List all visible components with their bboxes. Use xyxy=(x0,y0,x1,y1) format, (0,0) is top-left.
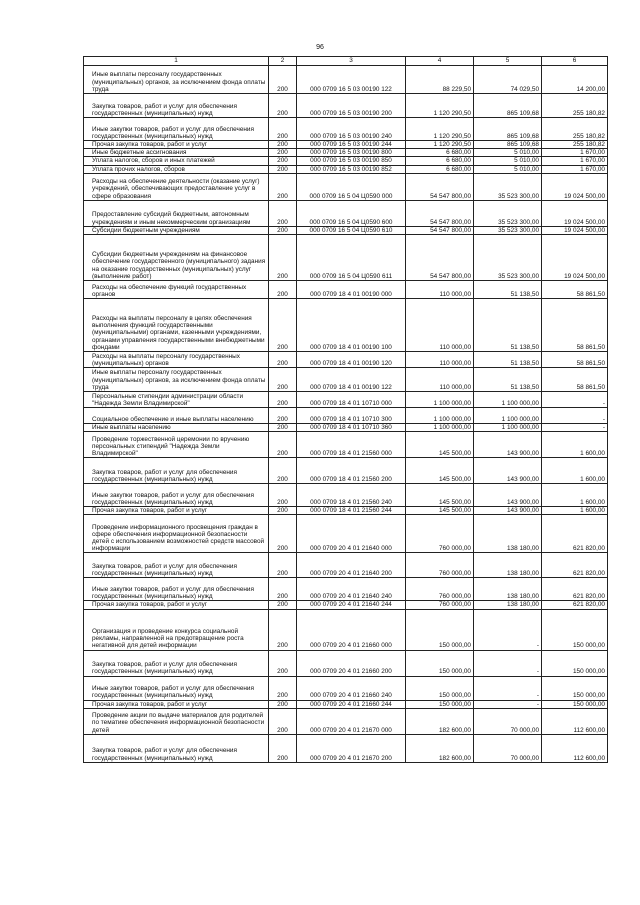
row-approved-amount-cell: 150 000,00 xyxy=(406,676,474,700)
row-name-text: Иные бюджетные ассигнования xyxy=(92,149,187,157)
row-classification-code-cell: 000 0709 16 5 03 00190 244 xyxy=(297,141,406,149)
row-classification-code-cell: 000 0709 18 4 01 21560 200 xyxy=(297,458,406,484)
row-approved-amount-cell: 145 500,00 xyxy=(406,458,474,484)
row-approved-amount-cell: 145 500,00 xyxy=(406,507,474,515)
row-approved-amount-cell: 110 000,00 xyxy=(406,281,474,299)
row-name-text: Расходы на обеспечение функций государственных органов xyxy=(92,283,247,298)
row-remaining-amount-cell: 19 024 500,00 xyxy=(542,235,608,281)
row-admin-code-cell: 200 xyxy=(269,281,297,299)
row-approved-amount-cell: 54 547 800,00 xyxy=(406,173,474,200)
row-admin-code-cell: 200 xyxy=(269,149,297,157)
row-name-text: Субсидии бюджетным учреждениям xyxy=(92,226,200,234)
row-executed-amount-cell: 74 029,50 xyxy=(474,66,542,94)
table-row xyxy=(84,578,608,601)
column-header-4: 4 xyxy=(406,57,474,66)
row-approved-amount-cell: 760 000,00 xyxy=(406,578,474,601)
row-classification-code-cell: 000 0709 20 4 01 21670 000 xyxy=(297,708,406,734)
row-approved-amount-cell: 110 000,00 xyxy=(406,299,474,352)
row-name-cell xyxy=(84,484,269,507)
row-approved-amount-cell: 182 600,00 xyxy=(406,708,474,734)
row-remaining-amount-cell: 150 000,00 xyxy=(542,650,608,676)
row-classification-code-cell: 000 0709 20 4 01 21640 244 xyxy=(297,601,406,609)
row-classification-code-cell: 000 0709 18 4 01 10710 000 xyxy=(297,392,406,408)
table-row xyxy=(84,94,608,118)
row-approved-amount-cell: 6 680,00 xyxy=(406,157,474,165)
row-admin-code-cell: 200 xyxy=(269,507,297,515)
row-admin-code-cell: 200 xyxy=(269,165,297,173)
row-admin-code-cell: 200 xyxy=(269,515,297,553)
table-row xyxy=(84,700,608,708)
row-approved-amount-cell: 145 500,00 xyxy=(406,432,474,458)
row-classification-code-cell: 000 0709 20 4 01 21660 240 xyxy=(297,676,406,700)
row-name-text: Иные закупки товаров, работ и услуг для обеспечения государственных (муниципальных) нужд xyxy=(92,491,254,507)
row-name-text: Расходы на обеспечение деятельности (оказание услуг) учреждений, обеспечивающих предоставление услуг в сфере образования xyxy=(92,178,260,200)
table-row xyxy=(84,173,608,200)
row-approved-amount-cell: 6 680,00 xyxy=(406,165,474,173)
table-row xyxy=(84,165,608,173)
row-remaining-amount-cell: 14 200,00 xyxy=(542,66,608,94)
row-classification-code-cell: 000 0709 18 4 01 10710 360 xyxy=(297,424,406,432)
row-name-cell xyxy=(84,708,269,734)
row-name-text: Прочая закупка товаров, работ и услуг xyxy=(92,601,208,609)
row-name-cell xyxy=(84,700,269,708)
row-name-text: Закупка товаров, работ и услуг для обеспечения государственных (муниципальных) нужд xyxy=(92,661,237,676)
budget-table xyxy=(83,56,608,763)
row-name-cell xyxy=(84,94,269,118)
row-name-cell xyxy=(84,299,269,352)
row-approved-amount-cell: 182 600,00 xyxy=(406,734,474,762)
row-name-text: Иные выплаты персоналу государственных (муниципальных) органов, за исключением фонда оплаты труда xyxy=(92,71,266,93)
column-header-2: 2 xyxy=(269,57,297,66)
row-name-cell xyxy=(84,458,269,484)
row-classification-code-cell: 000 0709 16 5 03 00190 122 xyxy=(297,66,406,94)
row-name-text: Иные закупки товаров, работ и услуг для обеспечения государственных (муниципальных) нужд xyxy=(92,586,254,601)
table-row xyxy=(84,368,608,392)
row-admin-code-cell: 200 xyxy=(269,676,297,700)
row-approved-amount-cell: 760 000,00 xyxy=(406,601,474,609)
row-executed-amount-cell: 5 010,00 xyxy=(474,165,542,173)
row-remaining-amount-cell: 255 180,82 xyxy=(542,94,608,118)
row-name-cell xyxy=(84,553,269,578)
row-executed-amount-cell: 865 109,68 xyxy=(474,94,542,118)
table-row xyxy=(84,200,608,226)
row-admin-code-cell: 200 xyxy=(269,458,297,484)
row-name-cell xyxy=(84,173,269,200)
row-name-cell xyxy=(84,235,269,281)
row-name-text: Иные выплаты населению xyxy=(92,424,171,432)
row-executed-amount-cell: 70 000,00 xyxy=(474,708,542,734)
row-name-cell xyxy=(84,66,269,94)
row-name-cell xyxy=(84,609,269,650)
row-executed-amount-cell: 865 109,68 xyxy=(474,118,542,141)
row-name-cell xyxy=(84,368,269,392)
row-remaining-amount-cell: 255 180,82 xyxy=(542,141,608,149)
row-executed-amount-cell: 51 138,50 xyxy=(474,352,542,368)
row-classification-code-cell: 000 0709 18 4 01 10710 300 xyxy=(297,408,406,424)
row-name-text: Проведение акции по выдаче материалов для родителей по тематике обеспечения информационной безопасности детей xyxy=(92,712,265,734)
table-row xyxy=(84,352,608,368)
row-classification-code-cell: 000 0709 20 4 01 21640 000 xyxy=(297,515,406,553)
row-admin-code-cell: 200 xyxy=(269,650,297,676)
table-row xyxy=(84,601,608,609)
row-admin-code-cell: 200 xyxy=(269,141,297,149)
row-admin-code-cell: 200 xyxy=(269,157,297,165)
row-remaining-amount-cell: 58 861,50 xyxy=(542,368,608,392)
row-name-cell xyxy=(84,200,269,226)
row-name-cell xyxy=(84,226,269,234)
row-remaining-amount-cell: 150 000,00 xyxy=(542,609,608,650)
row-remaining-amount-cell: 112 600,00 xyxy=(542,708,608,734)
row-admin-code-cell: 200 xyxy=(269,173,297,200)
table-row xyxy=(84,408,608,424)
row-classification-code-cell: 000 0709 18 4 01 00190 120 xyxy=(297,352,406,368)
row-admin-code-cell: 200 xyxy=(269,578,297,601)
row-classification-code-cell: 000 0709 18 4 01 21560 000 xyxy=(297,432,406,458)
table-row xyxy=(84,708,608,734)
row-executed-amount-cell: - xyxy=(474,700,542,708)
row-admin-code-cell: 200 xyxy=(269,601,297,609)
row-approved-amount-cell: 760 000,00 xyxy=(406,515,474,553)
row-approved-amount-cell: 88 229,50 xyxy=(406,66,474,94)
row-executed-amount-cell: 35 523 300,00 xyxy=(474,173,542,200)
row-remaining-amount-cell: 1 670,00 xyxy=(542,149,608,157)
row-classification-code-cell: 000 0709 20 4 01 21660 244 xyxy=(297,700,406,708)
budget-table-body xyxy=(84,57,608,763)
row-name-text: Закупка товаров, работ и услуг для обеспечения государственных (муниципальных) нужд xyxy=(92,468,237,484)
row-admin-code-cell: 200 xyxy=(269,484,297,507)
row-name-text: Расходы на выплаты персоналу в целях обеспечения выполнения функций государственными (муниципальными) органами, казенными учреждениями, органами управления государственными внебюджетными фондами xyxy=(92,315,265,351)
row-name-text: Прочая закупка товаров, работ и услуг xyxy=(92,141,208,148)
row-executed-amount-cell: 138 180,00 xyxy=(474,553,542,578)
table-row xyxy=(84,66,608,94)
row-remaining-amount-cell: 621 820,00 xyxy=(542,578,608,601)
row-classification-code-cell: 000 0709 16 5 03 00190 852 xyxy=(297,165,406,173)
row-name-text: Прочая закупка товаров, работ и услуг xyxy=(92,700,208,708)
table-row xyxy=(84,432,608,458)
table-row xyxy=(84,676,608,700)
row-executed-amount-cell: - xyxy=(474,609,542,650)
row-classification-code-cell: 000 0709 16 5 03 00190 850 xyxy=(297,157,406,165)
row-name-text: Организация и проведение конкурса социальной рекламы, направленной на предотвращение роста негативной для детей информации xyxy=(92,628,244,650)
row-name-cell xyxy=(84,601,269,609)
row-executed-amount-cell: 35 523 300,00 xyxy=(474,235,542,281)
row-remaining-amount-cell: 150 000,00 xyxy=(542,676,608,700)
row-admin-code-cell: 200 xyxy=(269,553,297,578)
row-admin-code-cell: 200 xyxy=(269,352,297,368)
table-row xyxy=(84,650,608,676)
row-remaining-amount-cell: 1 670,00 xyxy=(542,165,608,173)
row-approved-amount-cell: 54 547 800,00 xyxy=(406,235,474,281)
row-approved-amount-cell: 1 100 000,00 xyxy=(406,392,474,408)
row-executed-amount-cell: 138 180,00 xyxy=(474,601,542,609)
row-admin-code-cell: 200 xyxy=(269,432,297,458)
row-executed-amount-cell: 70 000,00 xyxy=(474,734,542,762)
row-classification-code-cell: 000 0709 16 5 04 Ц0590 610 xyxy=(297,226,406,234)
row-name-text: Персональные стипендии администрации области "Надежда Земли Владимирской" xyxy=(92,392,244,407)
row-name-cell xyxy=(84,141,269,149)
table-row xyxy=(84,157,608,165)
row-admin-code-cell: 200 xyxy=(269,734,297,762)
row-name-cell xyxy=(84,424,269,432)
row-admin-code-cell: 200 xyxy=(269,368,297,392)
page-number: 96 xyxy=(316,44,324,51)
row-executed-amount-cell: 51 138,50 xyxy=(474,281,542,299)
row-name-cell xyxy=(84,281,269,299)
row-remaining-amount-cell: 621 820,00 xyxy=(542,601,608,609)
row-name-cell xyxy=(84,432,269,458)
row-classification-code-cell: 000 0709 20 4 01 21640 240 xyxy=(297,578,406,601)
row-name-cell xyxy=(84,392,269,408)
row-executed-amount-cell: 1 100 000,00 xyxy=(474,392,542,408)
row-executed-amount-cell: 1 100 000,00 xyxy=(474,424,542,432)
row-name-text: Иные выплаты персоналу государственных (муниципальных) органов, за исключением фонда оплаты труда xyxy=(92,369,266,391)
table-row xyxy=(84,149,608,157)
row-remaining-amount-cell: 1 600,00 xyxy=(542,432,608,458)
row-remaining-amount-cell: 58 861,50 xyxy=(542,352,608,368)
row-remaining-amount-cell: 112 600,00 xyxy=(542,734,608,762)
row-name-cell xyxy=(84,149,269,157)
row-classification-code-cell: 000 0709 16 5 04 Ц0590 000 xyxy=(297,173,406,200)
row-classification-code-cell: 000 0709 16 5 03 00190 200 xyxy=(297,94,406,118)
row-name-text: Расходы на выплаты персоналу государственных (муниципальных) органов xyxy=(92,352,240,367)
row-name-text: Закупка товаров, работ и услуг для обеспечения государственных (муниципальных) нужд xyxy=(92,102,237,117)
row-name-text: Предоставление субсидий бюджетным, автономным учреждениям и иным некоммерческим организациям xyxy=(92,211,251,226)
row-name-text: Субсидии бюджетным учреждениям на финансовое обеспечение государственного (муниципального) задания на оказание государственных (муниципальных) услуг (выполнение работ) xyxy=(92,251,266,280)
row-classification-code-cell: 000 0709 18 4 01 00190 122 xyxy=(297,368,406,392)
row-approved-amount-cell: 150 000,00 xyxy=(406,700,474,708)
row-admin-code-cell: 200 xyxy=(269,235,297,281)
row-classification-code-cell: 000 0709 20 4 01 21660 000 xyxy=(297,609,406,650)
row-admin-code-cell: 200 xyxy=(269,94,297,118)
row-approved-amount-cell: 1 120 290,50 xyxy=(406,94,474,118)
table-row xyxy=(84,424,608,432)
row-executed-amount-cell: 35 523 300,00 xyxy=(474,200,542,226)
row-executed-amount-cell: 865 109,68 xyxy=(474,141,542,149)
row-remaining-amount-cell: 58 861,50 xyxy=(542,281,608,299)
row-remaining-amount-cell: 19 024 500,00 xyxy=(542,173,608,200)
row-admin-code-cell: 200 xyxy=(269,609,297,650)
row-approved-amount-cell: 110 000,00 xyxy=(406,352,474,368)
row-name-text: Уплата прочих налогов, сборов xyxy=(92,165,185,173)
table-header-row xyxy=(84,57,608,66)
row-executed-amount-cell: 51 138,50 xyxy=(474,299,542,352)
row-admin-code-cell: 200 xyxy=(269,299,297,352)
table-row xyxy=(84,484,608,507)
row-classification-code-cell: 000 0709 20 4 01 21670 200 xyxy=(297,734,406,762)
row-remaining-amount-cell: 19 024 500,00 xyxy=(542,200,608,226)
row-classification-code-cell: 000 0709 16 5 04 Ц0590 600 xyxy=(297,200,406,226)
row-classification-code-cell: 000 0709 18 4 01 00190 000 xyxy=(297,281,406,299)
table-row xyxy=(84,507,608,515)
row-classification-code-cell: 000 0709 16 5 04 Ц0590 611 xyxy=(297,235,406,281)
table-row xyxy=(84,458,608,484)
row-name-cell xyxy=(84,507,269,515)
column-header-6: 6 xyxy=(542,57,608,66)
row-approved-amount-cell: 1 120 290,50 xyxy=(406,118,474,141)
row-admin-code-cell: 200 xyxy=(269,700,297,708)
row-remaining-amount-cell: - xyxy=(542,424,608,432)
row-remaining-amount-cell: - xyxy=(542,392,608,408)
table-row xyxy=(84,515,608,553)
row-admin-code-cell: 200 xyxy=(269,392,297,408)
row-approved-amount-cell: 145 500,00 xyxy=(406,484,474,507)
row-executed-amount-cell: 5 010,00 xyxy=(474,149,542,157)
table-row xyxy=(84,118,608,141)
row-admin-code-cell: 200 xyxy=(269,424,297,432)
row-executed-amount-cell: 51 138,50 xyxy=(474,368,542,392)
row-name-text: Иные закупки товаров, работ и услуг для обеспечения государственных (муниципальных) нужд xyxy=(92,685,254,700)
table-row xyxy=(84,235,608,281)
row-name-cell xyxy=(84,165,269,173)
row-executed-amount-cell: 5 010,00 xyxy=(474,157,542,165)
row-classification-code-cell: 000 0709 16 5 03 00190 240 xyxy=(297,118,406,141)
row-name-text: Прочая закупка товаров, работ и услуг xyxy=(92,507,208,515)
row-remaining-amount-cell: 1 670,00 xyxy=(542,157,608,165)
row-executed-amount-cell: - xyxy=(474,650,542,676)
row-remaining-amount-cell: 1 600,00 xyxy=(542,484,608,507)
row-name-text: Закупка товаров, работ и услуг для обеспечения государственных (муниципальных) нужд xyxy=(92,747,237,762)
row-executed-amount-cell: 138 180,00 xyxy=(474,578,542,601)
row-remaining-amount-cell: 255 180,82 xyxy=(542,118,608,141)
row-admin-code-cell: 200 xyxy=(269,226,297,234)
row-approved-amount-cell: 6 680,00 xyxy=(406,149,474,157)
row-name-text: Проведение торжественной церемонии по вручению персональных стипендий "Надежда Земли Владимирской" xyxy=(92,435,250,458)
row-admin-code-cell: 200 xyxy=(269,708,297,734)
table-row xyxy=(84,392,608,408)
table-row xyxy=(84,734,608,762)
row-approved-amount-cell: 1 100 000,00 xyxy=(406,408,474,424)
row-approved-amount-cell: 110 000,00 xyxy=(406,368,474,392)
row-name-cell xyxy=(84,408,269,424)
row-executed-amount-cell: 35 523 300,00 xyxy=(474,226,542,234)
row-executed-amount-cell: 143 900,00 xyxy=(474,432,542,458)
row-executed-amount-cell: - xyxy=(474,676,542,700)
row-remaining-amount-cell: 1 600,00 xyxy=(542,458,608,484)
row-name-text: Закупка товаров, работ и услуг для обеспечения государственных (муниципальных) нужд xyxy=(92,563,237,578)
row-name-cell xyxy=(84,515,269,553)
row-remaining-amount-cell: 621 820,00 xyxy=(542,515,608,553)
row-executed-amount-cell: 143 900,00 xyxy=(474,507,542,515)
row-classification-code-cell: 000 0709 18 4 01 21560 240 xyxy=(297,484,406,507)
row-remaining-amount-cell: 19 024 500,00 xyxy=(542,226,608,234)
row-admin-code-cell: 200 xyxy=(269,118,297,141)
row-executed-amount-cell: 138 180,00 xyxy=(474,515,542,553)
table-row xyxy=(84,299,608,352)
row-remaining-amount-cell: 621 820,00 xyxy=(542,553,608,578)
table-row xyxy=(84,553,608,578)
row-approved-amount-cell: 150 000,00 xyxy=(406,650,474,676)
column-header-5: 5 xyxy=(474,57,542,66)
table-row xyxy=(84,141,608,149)
row-classification-code-cell: 000 0709 20 4 01 21660 200 xyxy=(297,650,406,676)
row-approved-amount-cell: 54 547 800,00 xyxy=(406,226,474,234)
row-name-text: Проведение информационного просвещения граждан в сфере обеспечения информационной безопасности детей с использованием возможностей средств массовой информации xyxy=(92,523,265,553)
row-approved-amount-cell: 1 100 000,00 xyxy=(406,424,474,432)
row-name-cell xyxy=(84,676,269,700)
row-name-cell xyxy=(84,650,269,676)
row-approved-amount-cell: 150 000,00 xyxy=(406,609,474,650)
row-name-text: Уплата налогов, сборов и иных платежей xyxy=(92,157,215,165)
row-approved-amount-cell: 1 120 290,50 xyxy=(406,141,474,149)
row-remaining-amount-cell: 1 600,00 xyxy=(542,507,608,515)
table-row xyxy=(84,226,608,234)
row-executed-amount-cell: 143 900,00 xyxy=(474,484,542,507)
row-executed-amount-cell: 143 900,00 xyxy=(474,458,542,484)
row-admin-code-cell: 200 xyxy=(269,200,297,226)
column-header-3: 3 xyxy=(297,57,406,66)
row-name-cell xyxy=(84,734,269,762)
row-approved-amount-cell: 760 000,00 xyxy=(406,553,474,578)
row-classification-code-cell: 000 0709 20 4 01 21640 200 xyxy=(297,553,406,578)
row-remaining-amount-cell: 58 861,50 xyxy=(542,299,608,352)
row-name-cell xyxy=(84,118,269,141)
row-classification-code-cell: 000 0709 16 5 03 00190 800 xyxy=(297,149,406,157)
row-remaining-amount-cell: - xyxy=(542,408,608,424)
row-name-cell xyxy=(84,352,269,368)
row-name-text: Социальное обеспечение и иные выплаты населению xyxy=(92,415,254,423)
row-admin-code-cell: 200 xyxy=(269,66,297,94)
row-name-text: Иные закупки товаров, работ и услуг для обеспечения государственных (муниципальных) нужд xyxy=(92,125,254,140)
row-classification-code-cell: 000 0709 18 4 01 00190 100 xyxy=(297,299,406,352)
row-approved-amount-cell: 54 547 800,00 xyxy=(406,200,474,226)
table-row xyxy=(84,281,608,299)
row-classification-code-cell: 000 0709 18 4 01 21560 244 xyxy=(297,507,406,515)
row-name-cell xyxy=(84,578,269,601)
row-admin-code-cell: 200 xyxy=(269,408,297,424)
table-row xyxy=(84,609,608,650)
row-name-cell xyxy=(84,157,269,165)
column-header-1: 1 xyxy=(84,57,269,66)
row-remaining-amount-cell: 150 000,00 xyxy=(542,700,608,708)
row-executed-amount-cell: 1 100 000,00 xyxy=(474,408,542,424)
